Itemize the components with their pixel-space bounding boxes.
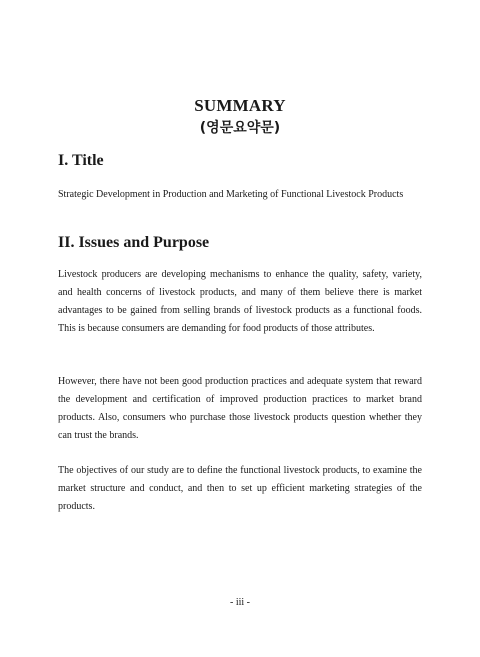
paragraph-livestock-producers: Livestock producers are developing mechanisms to enhance the quality, safety, variety, and health concerns of livestock products, and many of them believe there is market advantages to be gained from selling brands of livestock products as a functional foods. This is because consumers are demanding for food products of those attributes.	[58, 269, 422, 334]
summary-subtitle: (영문요약문)	[199, 120, 281, 136]
section-heading-issues-purpose: II. Issues and Purpose	[58, 234, 210, 251]
title-text: Strategic Development in Production and Marketing of Functional Livestock Products	[58, 189, 404, 200]
paragraph-study-objectives: The objectives of our study are to define the functional livestock products, to examine the market structure and conduct, and then to set up efficient marketing strategies of the products.	[58, 465, 422, 512]
summary-title: SUMMARY	[194, 96, 286, 115]
paragraph-production-practices: However, there have not been good production practices and adequate system that reward the development and certification of improved production practices to market brand products. Also, consumers who purchase those livestock products question whether they can trust the brands.	[58, 376, 422, 441]
page-number: - iii -	[230, 597, 250, 608]
section-heading-title: I. Title	[58, 152, 104, 169]
